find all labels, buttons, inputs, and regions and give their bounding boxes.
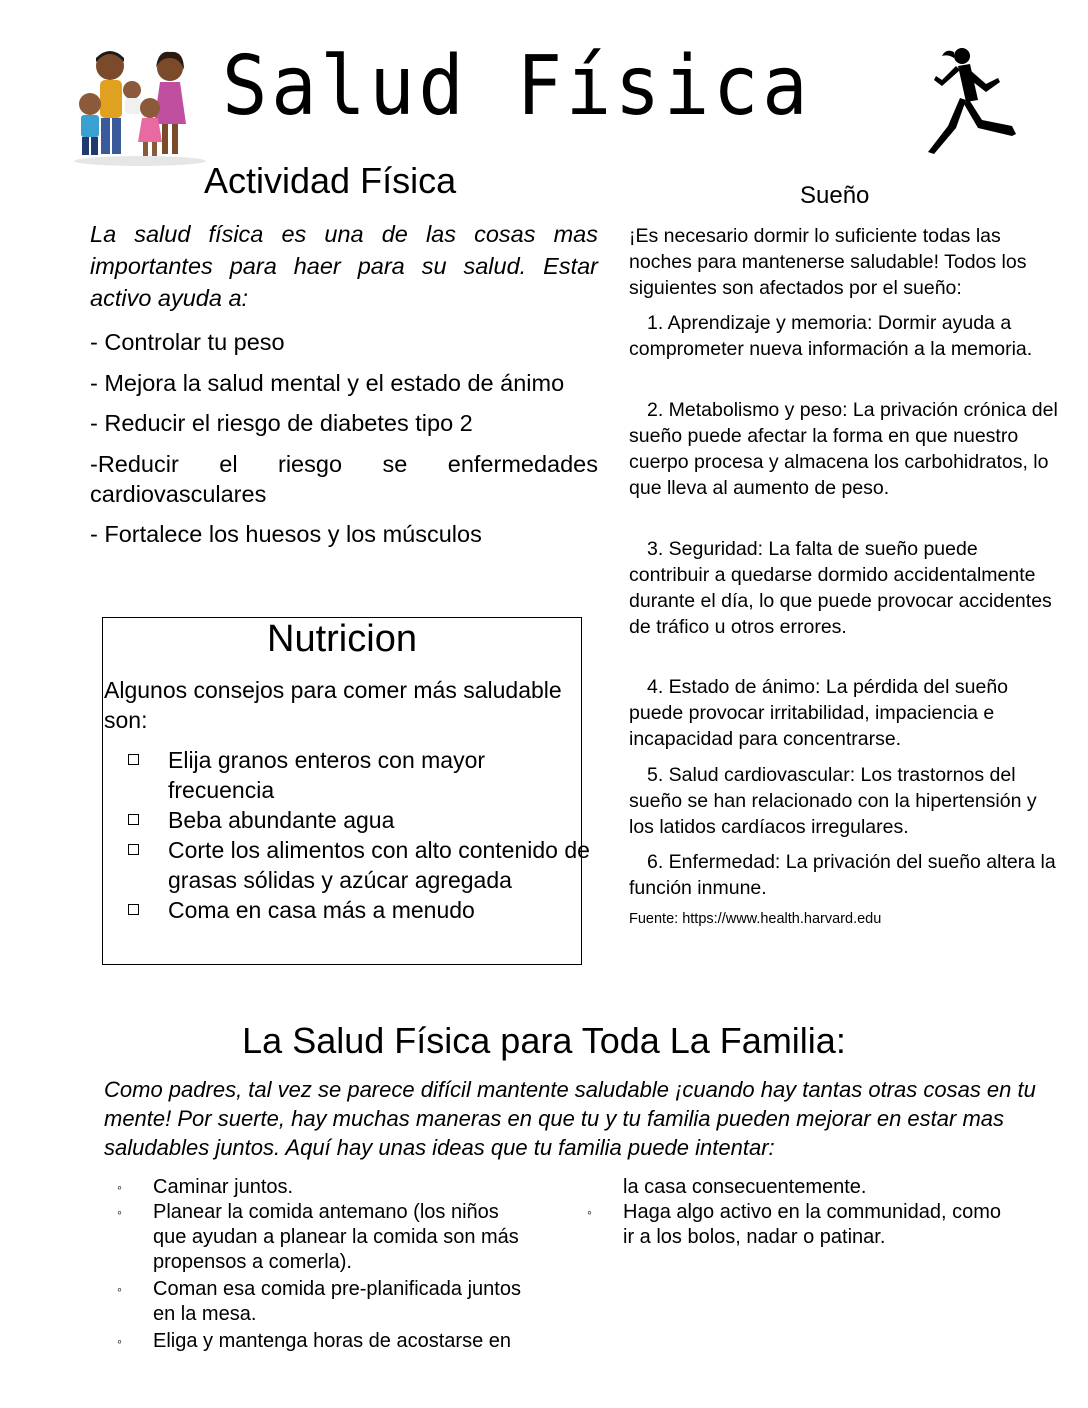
actividad-item: - Controlar tu peso xyxy=(90,329,285,355)
bullet-icon: ◦ xyxy=(117,1333,122,1349)
sueno-item-text: 3. Seguridad: La falta de sueño puede contribuir a quedarse dormido accidentalmente durante el día, lo que puede provocar accidentes de tráfico u otros errores. xyxy=(629,538,1052,638)
familia-item-continuation xyxy=(623,1175,1003,1200)
sueno-item xyxy=(629,674,1059,752)
familia-item-text: Haga algo activo en la communidad, como ir a los bolos, nadar o patinar. xyxy=(623,1201,1001,1248)
sueno-source: Fuente: https://www.health.harvard.edu xyxy=(629,911,882,927)
bullet-icon: ◦ xyxy=(117,1281,122,1297)
familia-item xyxy=(117,1277,533,1327)
familia-item xyxy=(117,1200,533,1275)
sueno-item-text: 2. Metabolismo y peso: La privación crónica del sueño puede afectar la forma en que nuestro cuerpo procesa y almacena los carbohidratos, lo que lleva al aumento de peso. xyxy=(629,399,1058,499)
sueno-item-text: 6. Enfermedad: La privación del sueño altera la función inmune. xyxy=(629,851,1056,899)
nutricion-item-text: Elija granos enteros con mayor frecuencia xyxy=(168,747,486,803)
actividad-item: - Fortalece los huesos y los músculos xyxy=(90,521,482,547)
sueno-item-text: 1. Aprendizaje y memoria: Dormir ayuda a comprometer nueva información a la memoria. xyxy=(629,312,1033,360)
bullet-icon: ◦ xyxy=(587,1204,592,1220)
actividad-heading: Actividad Física xyxy=(204,160,457,201)
nutricion-item-text: Coma en casa más a menudo xyxy=(168,897,475,923)
family-illustration-image xyxy=(70,44,210,168)
sueno-item xyxy=(629,397,1059,501)
sueno-item xyxy=(629,849,1059,901)
nutricion-item xyxy=(124,745,594,805)
runner-silhouette-image xyxy=(920,42,1020,164)
checkbox-square-icon xyxy=(128,904,139,915)
familia-item-text: Planear la comida antemano (los niños que ayudan a planear la comida son más propensos a comerla). xyxy=(153,1201,519,1273)
sueno-item xyxy=(629,536,1059,640)
nutricion-item-text: Beba abundante agua xyxy=(168,807,395,833)
nutricion-item-text: Corte los alimentos con alto contenido de grasas sólidas y azúcar agregada xyxy=(168,837,590,893)
actividad-item: - Mejora la salud mental y el estado de ánimo xyxy=(90,370,565,396)
familia-intro: Como padres, tal vez se parece difícil mantente saludable ¡cuando hay tantas otras cosas en tu mente! Por suerte, hay muchas maneras en que tu y tu familia pueden mejorar en estar mas saludables juntos. Aquí hay unas ideas que tu familia puede intentar: xyxy=(104,1077,1036,1160)
actividad-intro: La salud física es una de las cosas mas importantes para haer para su salud. Estar activo ayuda a: xyxy=(90,221,598,311)
familia-item xyxy=(117,1329,613,1354)
familia-item-text: Coman esa comida pre-planificada juntos en la mesa. xyxy=(153,1278,521,1325)
checkbox-square-icon xyxy=(128,754,139,765)
sueno-item-text: 5. Salud cardiovascular: Los trastornos del sueño se han relacionado con la hipertensión y los latidos cardíacos irregulares. xyxy=(629,764,1037,838)
nutricion-item xyxy=(124,805,594,835)
actividad-item: -Reducir el riesgo se enfermedades cardiovasculares xyxy=(90,451,598,507)
familia-item-text: Eliga y mantenga horas de acostarse en xyxy=(153,1330,511,1352)
bullet-icon: ◦ xyxy=(117,1179,122,1195)
familia-item-text: la casa consecuentemente. xyxy=(623,1176,867,1198)
sueno-intro: ¡Es necesario dormir lo suficiente todas las noches para mantenerse saludable! Todos los siguientes son afectados por el sueño: xyxy=(629,225,1027,299)
nutricion-item xyxy=(124,835,594,895)
checkbox-square-icon xyxy=(128,814,139,825)
sueno-heading: Sueño xyxy=(800,182,870,209)
familia-item xyxy=(117,1175,533,1200)
familia-heading: La Salud Física para Toda La Familia: xyxy=(242,1020,846,1061)
actividad-item: - Reducir el riesgo de diabetes tipo 2 xyxy=(90,410,473,436)
page-title: Salud Física xyxy=(222,39,812,134)
familia-item-text: Caminar juntos. xyxy=(153,1176,294,1198)
nutricion-intro: Algunos consejos para comer más saludable son: xyxy=(104,677,562,733)
familia-item xyxy=(587,1200,1003,1250)
sueno-item-text: 4. Estado de ánimo: La pérdida del sueño puede provocar irritabilidad, impaciencia e incapacidad para concentrarse. xyxy=(629,676,1009,750)
sueno-item xyxy=(629,310,1059,362)
nutricion-item xyxy=(124,895,594,925)
nutricion-heading: Nutricion xyxy=(267,618,417,660)
checkbox-square-icon xyxy=(128,844,139,855)
bullet-icon: ◦ xyxy=(117,1204,122,1220)
sueno-item xyxy=(629,762,1059,840)
